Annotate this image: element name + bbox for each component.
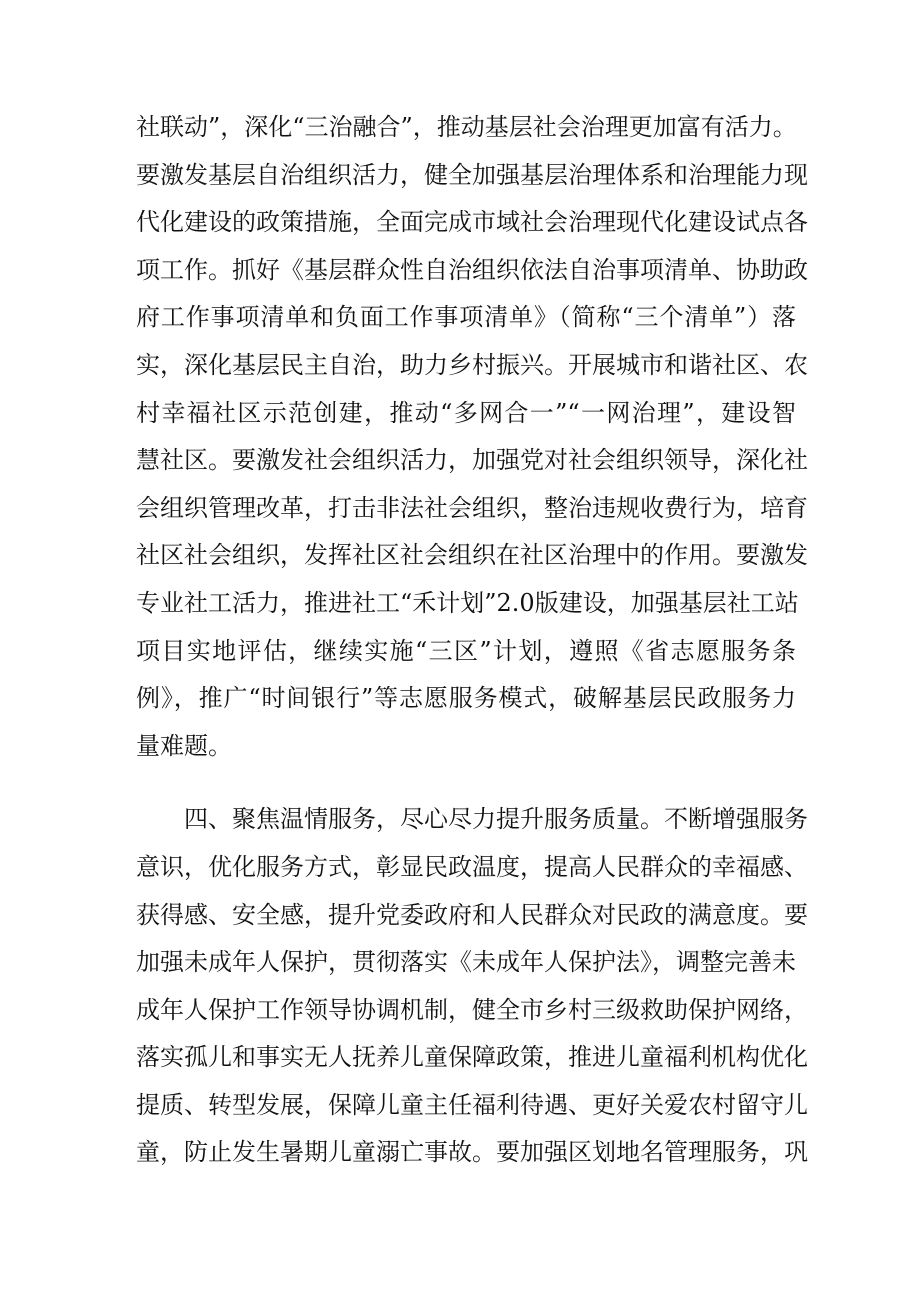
paragraph-gap xyxy=(136,770,796,796)
text-line: 落实孤儿和事实无人抚养儿童保障政策，推进儿童福利机构优化 xyxy=(136,1043,808,1072)
text-line: 社联动”，深化“三治融合”，推动基层社会治理更加富有活力。 xyxy=(136,113,797,141)
text-line: 例》，推广“时间银行”等志愿服务模式，破解基层民政服务力 xyxy=(136,684,796,713)
paragraph-community-governance xyxy=(136,104,808,770)
text-line: 获得感、安全感，提升党委政府和人民群众对民政的满意度。要 xyxy=(136,900,808,929)
text-line: 村幸福社区示范创建，推动“多网合一”“一网治理”，建设智 xyxy=(136,398,796,427)
text-line: 量难题。 xyxy=(136,731,232,760)
document-body xyxy=(136,104,808,1177)
text-line: 府工作事项清单和负面工作事项清单》（简称“三个清单”）落 xyxy=(136,303,796,332)
text-line: 成年人保护工作领导协调机制，健全市乡村三级救助保护网络， xyxy=(136,995,808,1024)
text-line: 专业社工活力，推进社工“禾计划”2.0版建设，加强基层社工站 xyxy=(136,588,799,617)
text-line: 项目实地评估，继续实施“三区”计划，遵照《省志愿服务条 xyxy=(136,636,796,665)
text-line: 社区社会组织，发挥社区社会组织在社区治理中的作用。要激发 xyxy=(136,541,808,570)
text-line: 项工作。抓好《基层群众性自治组织依法自治事项清单、协助政 xyxy=(136,255,808,284)
text-line: 提质、转型发展，保障儿童主任福利待遇、更好关爱农村留守儿 xyxy=(136,1090,808,1119)
text-line: 慧社区。要激发社会组织活力，加强党对社会组织领导，深化社 xyxy=(136,446,808,475)
text-line: 加强未成年人保护，贯彻落实《未成年人保护法》，调整完善未 xyxy=(136,948,796,977)
text-line: 要激发基层自治组织活力，健全加强基层治理体系和治理能力现 xyxy=(136,160,808,189)
paragraph-warm-service xyxy=(136,796,808,1177)
text-line: 意识，优化服务方式，彰显民政温度，提高人民群众的幸福感、 xyxy=(136,852,808,881)
text-line: 代化建设的政策措施，全面完成市域社会治理现代化建设试点各 xyxy=(136,208,808,237)
text-line: 会组织管理改革，打击非法社会组织，整治违规收费行为，培育 xyxy=(136,493,808,522)
text-line: 童，防止发生暑期儿童溺亡事故。要加强区划地名管理服务，巩 xyxy=(136,1138,808,1167)
text-line: 四、聚焦温情服务，尽心尽力提升服务质量。不断增强服务 xyxy=(184,805,808,834)
text-line: 实，深化基层民主自治，助力乡村振兴。开展城市和谐社区、农 xyxy=(136,350,808,379)
